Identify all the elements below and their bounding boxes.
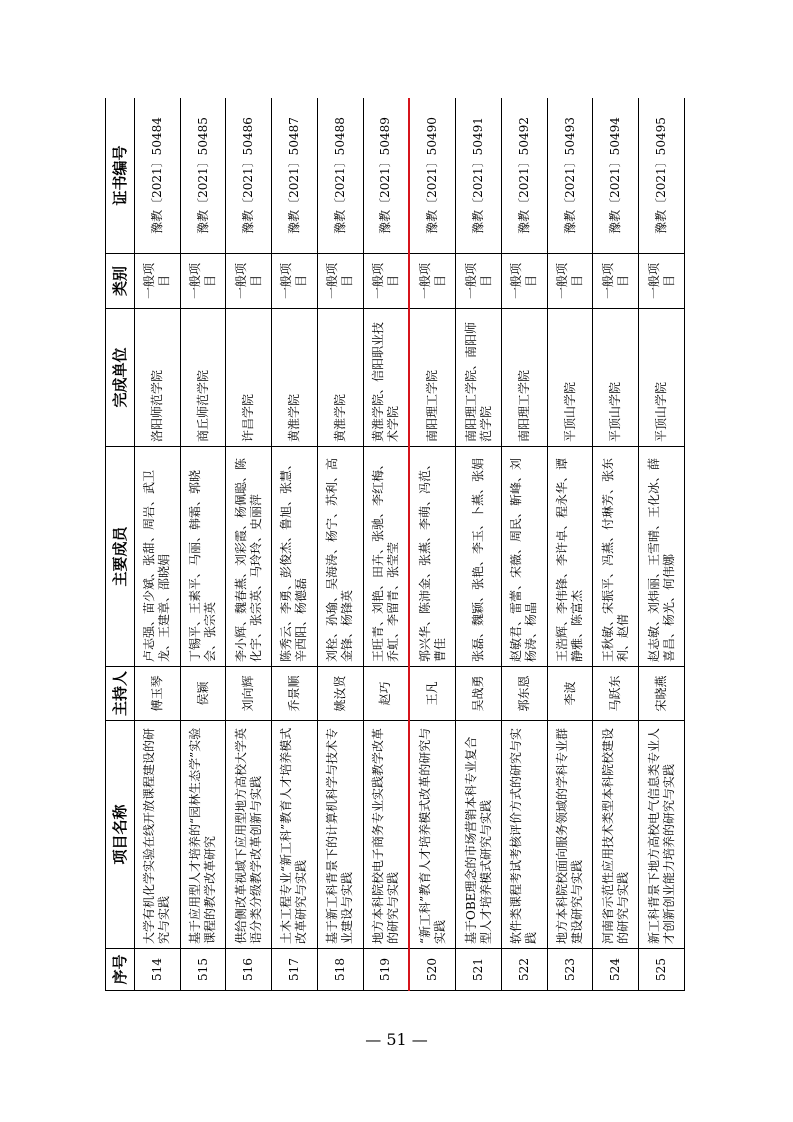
cell-host: 侯颖 <box>180 667 226 721</box>
cell-seq: 523 <box>547 949 593 991</box>
cell-seq: 525 <box>639 949 685 991</box>
header-members: 主要成员 <box>106 447 135 667</box>
cell-seq: 515 <box>180 949 226 991</box>
cell-host: 吴战勇 <box>456 667 502 721</box>
cell-unit: 平顶山学院 <box>547 309 593 447</box>
cell-category: 一般项目 <box>593 254 639 309</box>
table-row <box>456 98 502 991</box>
cell-cert: 豫教〔2021〕50487 <box>272 98 318 254</box>
table-row <box>547 98 593 991</box>
table-row <box>317 98 363 991</box>
cell-unit: 洛阳师范学院 <box>135 309 181 447</box>
cell-host: 李波 <box>547 667 593 721</box>
cell-category: 一般项目 <box>180 254 226 309</box>
cell-host: 刘向辉 <box>226 667 272 721</box>
cell-unit: 平顶山学院 <box>593 309 639 447</box>
table-row <box>502 98 548 991</box>
cell-seq: 521 <box>456 949 502 991</box>
cell-name: 土木工程专业“新工科”教育人才培养模式改革研究与实践 <box>272 721 318 949</box>
table-row <box>180 98 226 991</box>
cell-members: 张磊、魏颖、张艳、李玉、卜燕、张娟 <box>456 447 502 667</box>
cell-cert: 豫教〔2021〕50494 <box>593 98 639 254</box>
cell-members: 王秋敏、宋振平、冯燕、付琳芳、张东利、赵倩 <box>593 447 639 667</box>
cell-category: 一般项目 <box>547 254 593 309</box>
cell-members: 丁锡平、王素平、马丽、韩霜、郭晓会、张宗英 <box>180 447 226 667</box>
cell-host: 郭东恩 <box>502 667 548 721</box>
cell-name: 大学有机化学实验在线开放课程建设的研究与实践 <box>135 721 181 949</box>
cell-category: 一般项目 <box>135 254 181 309</box>
cell-host: 傅玉琴 <box>135 667 181 721</box>
cell-members: 刘栓、孙瑜、吴海涛、杨宁、苏利、高金锋、杨锋英 <box>317 447 363 667</box>
table-row <box>639 98 685 991</box>
header-seq: 序号 <box>106 949 135 991</box>
cell-category: 一般项目 <box>363 254 409 309</box>
table-row <box>226 98 272 991</box>
cell-category: 一般项目 <box>317 254 363 309</box>
cell-category: 一般项目 <box>502 254 548 309</box>
rotated-table-container <box>105 98 685 991</box>
cell-unit: 黄淮学院、信阳职业技术学院 <box>363 309 409 447</box>
cell-unit: 平顶山学院 <box>639 309 685 447</box>
cell-category: 一般项目 <box>409 254 455 309</box>
table-row <box>363 98 409 991</box>
table-row <box>135 98 181 991</box>
cell-host: 马跃东 <box>593 667 639 721</box>
cell-seq: 519 <box>363 949 409 991</box>
cell-seq: 518 <box>317 949 363 991</box>
cell-name: 供给侧改革视域下应用型地方高校大学英语分类分级教学改革创新与实践 <box>226 721 272 949</box>
header-unit: 完成单位 <box>106 309 135 447</box>
cell-category: 一般项目 <box>456 254 502 309</box>
cell-host: 赵巧 <box>363 667 409 721</box>
cell-cert: 豫教〔2021〕50486 <box>226 98 272 254</box>
cell-unit: 商丘师范学院 <box>180 309 226 447</box>
cell-name: 河南省示范性应用技术类型本科院校建设的研究与实践 <box>593 721 639 949</box>
cell-cert: 豫教〔2021〕50492 <box>502 98 548 254</box>
header-name: 项目名称 <box>106 721 135 949</box>
cell-seq: 520 <box>409 949 455 991</box>
cell-unit: 黄淮学院 <box>317 309 363 447</box>
cell-name: 基于应用型人才培养的“园林生态学”实验课程的教学改革研究 <box>180 721 226 949</box>
cell-unit: 黄淮学院 <box>272 309 318 447</box>
cell-seq: 517 <box>272 949 318 991</box>
cell-cert: 豫教〔2021〕50485 <box>180 98 226 254</box>
header-host: 主持人 <box>106 667 135 721</box>
cell-cert: 豫教〔2021〕50488 <box>317 98 363 254</box>
cell-name: 地方本科院校电子商务专业实践教学改革的研究与实践 <box>363 721 409 949</box>
cell-host: 姚汝贤 <box>317 667 363 721</box>
cell-name: “新工科”教育人才培养模式改革的研究与实践 <box>409 721 455 949</box>
cell-seq: 522 <box>502 949 548 991</box>
header-category: 类别 <box>106 254 135 309</box>
cell-host: 宋晓燕 <box>639 667 685 721</box>
cell-name: 基于新工科背景下的计算机科学与技术专业建设与实践 <box>317 721 363 949</box>
cell-members: 郭兴华、陈沛金、张燕、李萌、冯范、曹佳 <box>409 447 455 667</box>
cell-seq: 524 <box>593 949 639 991</box>
cell-members: 王旺青、刘艳、田卉、张驰、李红梅、乔虹、李留青、张莹莹 <box>363 447 409 667</box>
cell-cert: 豫教〔2021〕50495 <box>639 98 685 254</box>
cell-unit: 南阳理工学院 <box>502 309 548 447</box>
project-table <box>105 98 685 991</box>
cell-members: 赵敏君、雷蕾、宋薇、周民、靳峰、刘杨涛、杨晶 <box>502 447 548 667</box>
cell-cert: 豫教〔2021〕50491 <box>456 98 502 254</box>
cell-category: 一般项目 <box>272 254 318 309</box>
cell-members: 卢志强、苗少斌、张甜、周岩、武卫龙、王建章、邵晓娟 <box>135 447 181 667</box>
cell-cert: 豫教〔2021〕50484 <box>135 98 181 254</box>
cell-name: 地方本科院校面向服务领域的学科专业群建设研究与实践 <box>547 721 593 949</box>
cell-cert: 豫教〔2021〕50493 <box>547 98 593 254</box>
table-row <box>272 98 318 991</box>
table-row <box>593 98 639 991</box>
cell-members: 王浩辉、李伟锋、李许卓、程永华、谭静雅、陈富杰 <box>547 447 593 667</box>
cell-host: 王凡 <box>409 667 455 721</box>
cell-seq: 516 <box>226 949 272 991</box>
table-row <box>409 98 455 991</box>
table-region <box>105 98 685 991</box>
page-number: — 51 — <box>365 1030 428 1049</box>
cell-members: 陈秀云、李勇、彭俊杰、鲁旭、张慧、辛西阳、杨德磊 <box>272 447 318 667</box>
cell-host: 乔景顺 <box>272 667 318 721</box>
cell-unit: 南阳理工学院 <box>409 309 455 447</box>
header-cert: 证书编号 <box>106 98 135 254</box>
cell-category: 一般项目 <box>639 254 685 309</box>
table-header-row <box>106 98 135 991</box>
cell-name: 软件类课程考试考核评价方式的研究与实践 <box>502 721 548 949</box>
cell-category: 一般项目 <box>226 254 272 309</box>
cell-unit: 许昌学院 <box>226 309 272 447</box>
cell-members: 李小辉、魏春燕、刘彩霞、杨佩聪、陈化宇、张宗英、马玲玲、史丽萍 <box>226 447 272 667</box>
cell-name: 新工科背景下地方高校电气信息类专业人才创新创业能力培养的研究与实践 <box>639 721 685 949</box>
cell-unit: 南阳理工学院、南阳师范学院 <box>456 309 502 447</box>
cell-cert: 豫教〔2021〕50490 <box>409 98 455 254</box>
cell-members: 赵志敏、刘炜丽、王雪晴、王化冰、薛喜昌、杨光、何伟娜 <box>639 447 685 667</box>
cell-name: 基于OBE理念的市场营销本科专业复合型人才培养模式研究与实践 <box>456 721 502 949</box>
cell-cert: 豫教〔2021〕50489 <box>363 98 409 254</box>
cell-seq: 514 <box>135 949 181 991</box>
